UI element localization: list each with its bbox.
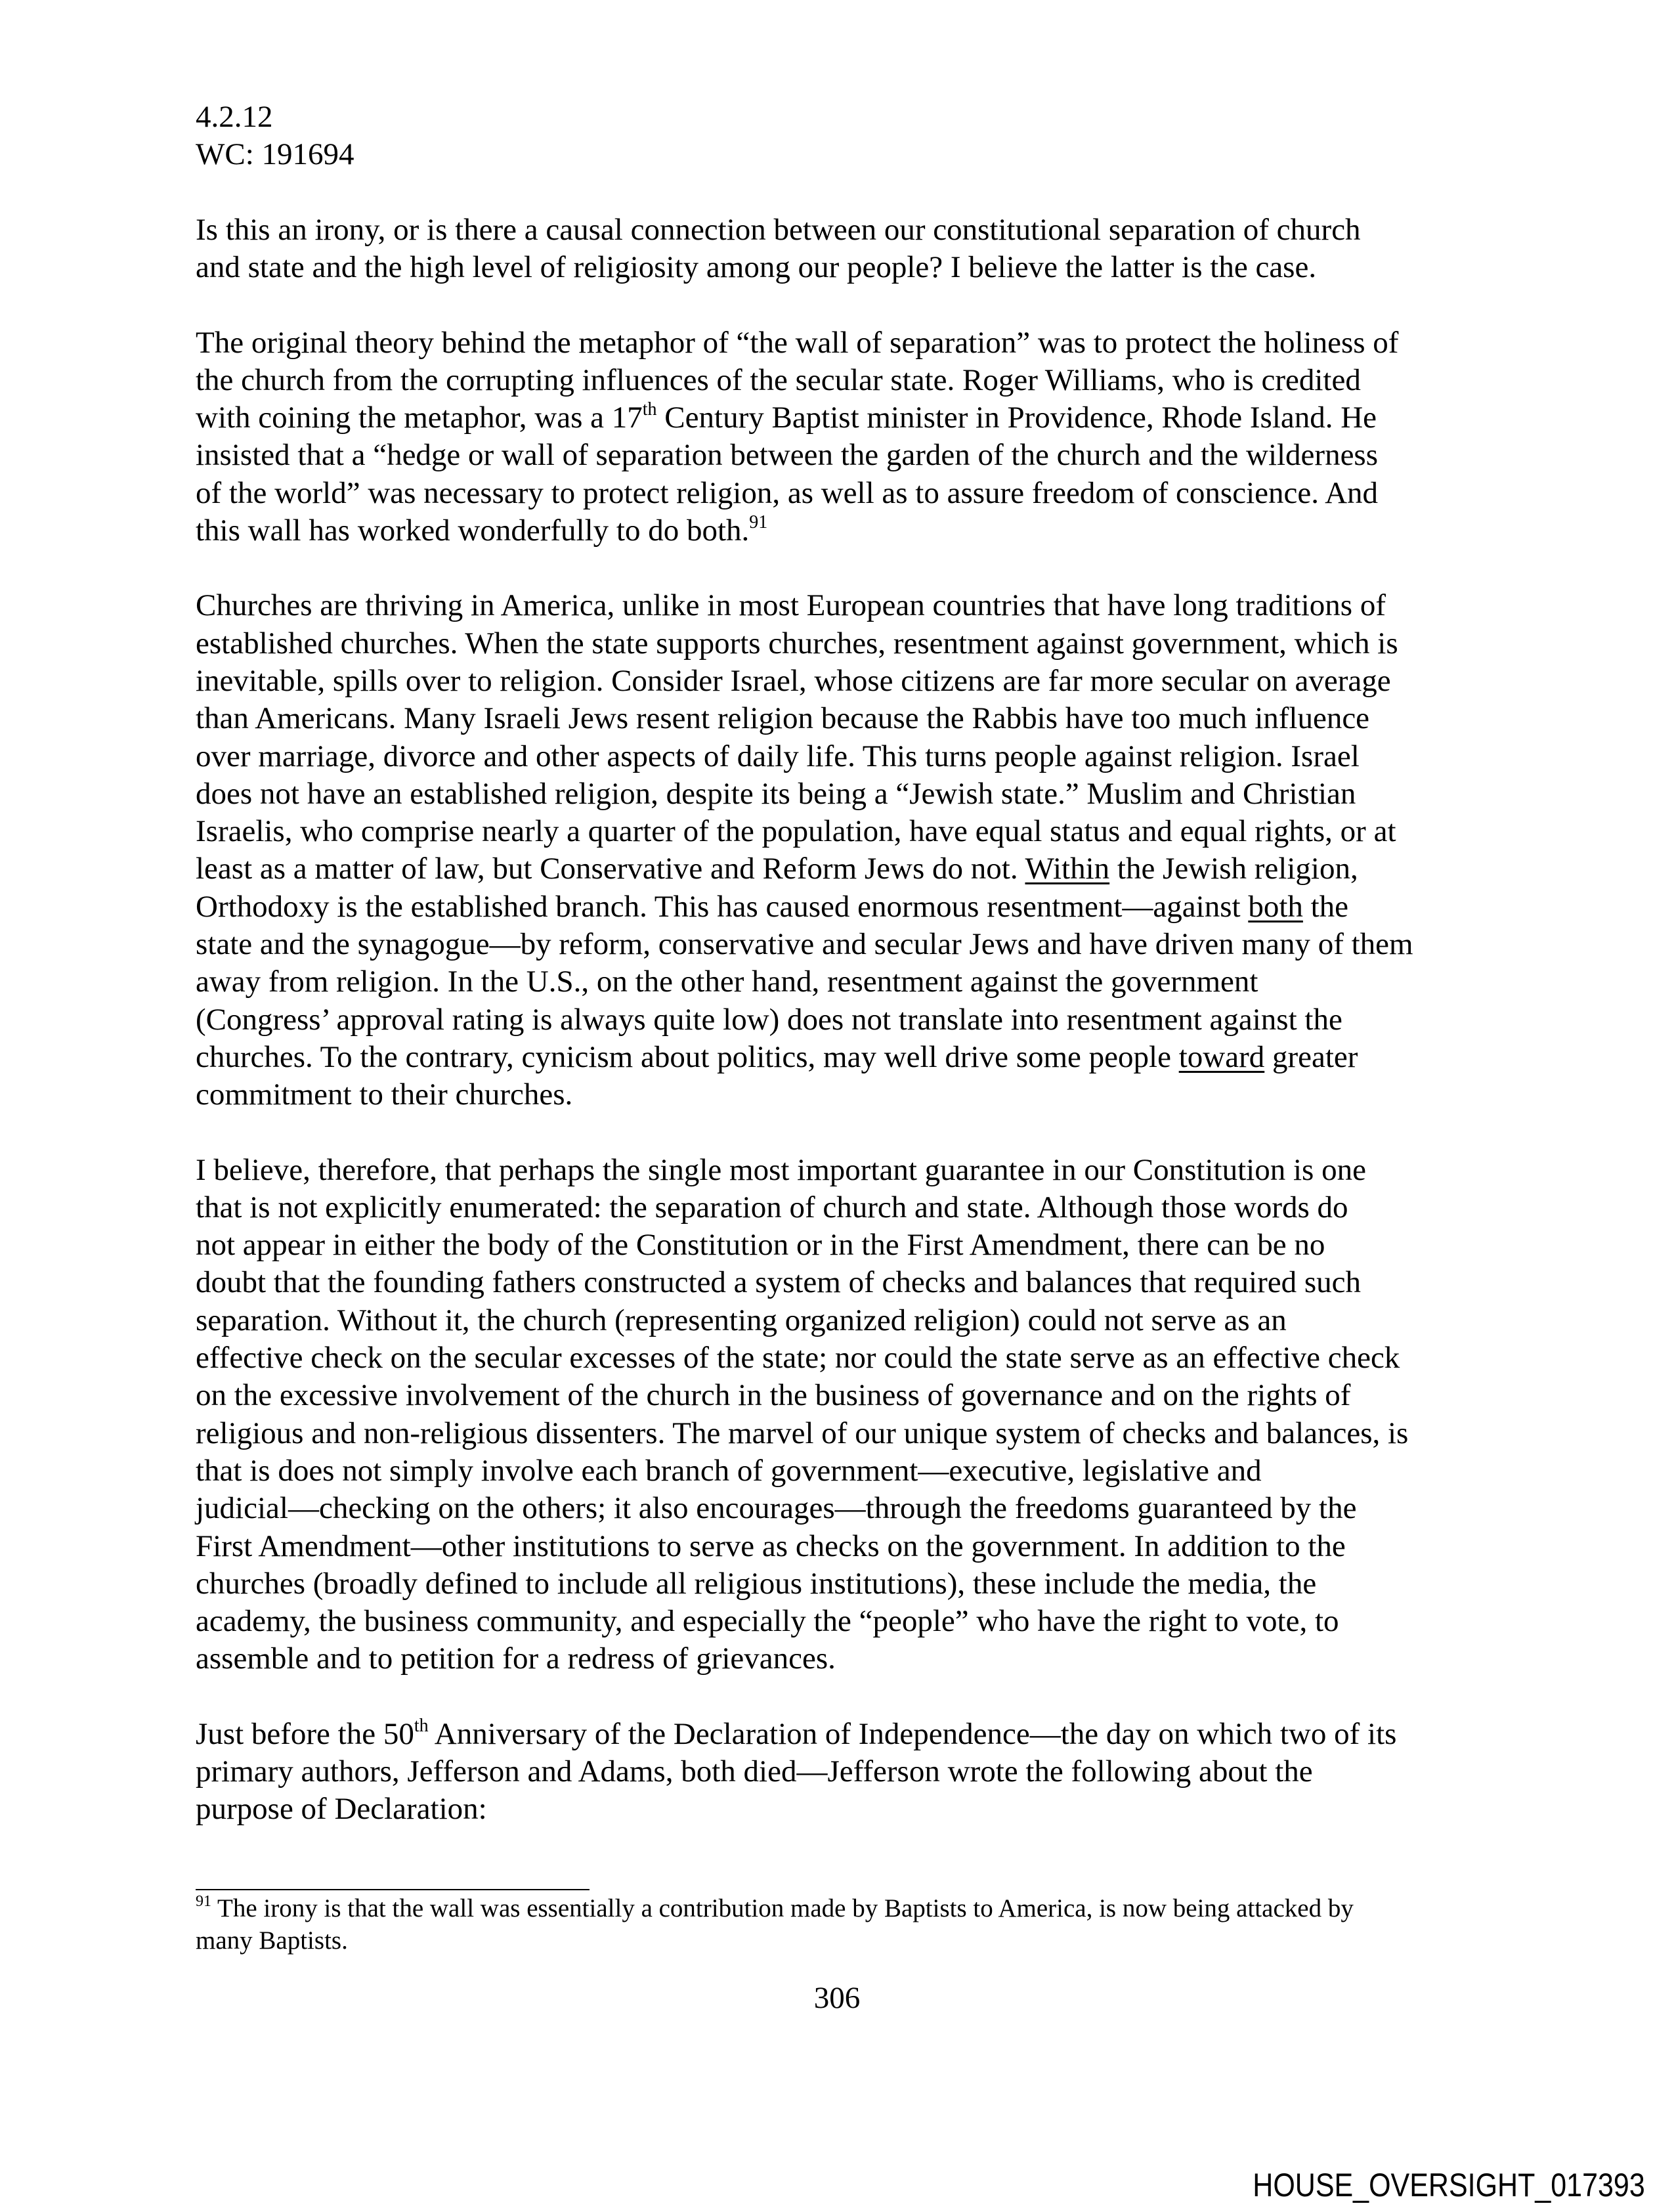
text-segment: Anniversary of the Declaration of Independence—the day on which two of its xyxy=(428,1716,1397,1751)
text-line: assemble and to petition for a redress of grievances. xyxy=(196,1641,836,1676)
text-line: academy, the business community, and especially the “people” who have the right to vote, to xyxy=(196,1604,1339,1639)
text-line: away from religion. In the U.S., on the other hand, resentment against the government xyxy=(196,965,1258,999)
paragraph-4 xyxy=(196,1152,1482,1678)
text-line: inevitable, spills over to religion. Consider Israel, whose citizens are far more secular on average xyxy=(196,663,1391,698)
footnote-reference: 91 xyxy=(749,512,768,533)
text-segment: the Jewish religion, xyxy=(1109,852,1358,886)
paragraph-gap xyxy=(196,550,1482,587)
page-number: 306 xyxy=(813,1981,861,2015)
word-count: WC: 191694 xyxy=(196,137,354,171)
paragraph-gap xyxy=(196,287,1482,324)
paragraph-1 xyxy=(196,211,1482,287)
text-line: doubt that the founding fathers constructed a system of checks and balances that required such xyxy=(196,1265,1361,1300)
text-line: and state and the high level of religiosity among our people? I believe the latter is the case. xyxy=(196,250,1317,285)
text-line: commitment to their churches. xyxy=(196,1077,573,1112)
underlined-emphasis: both xyxy=(1248,889,1303,924)
text-segment: the xyxy=(1302,889,1349,924)
text-line: (Congress’ approval rating is always quite low) does not translate into resentment against the xyxy=(196,1002,1342,1037)
paragraph-gap xyxy=(196,1114,1482,1152)
footnote-separator xyxy=(196,1889,590,1890)
text-line: does not have an established religion, despite its being a “Jewish state.” Muslim and Christian xyxy=(196,776,1356,811)
paragraph-2 xyxy=(196,324,1482,550)
text-line: insisted that a “hedge or wall of separation between the garden of the church and the wilderness xyxy=(196,438,1379,473)
underlined-emphasis: toward xyxy=(1178,1039,1265,1074)
text-line: religious and non-religious dissenters. The marvel of our unique system of checks and balances, is xyxy=(196,1416,1409,1450)
text-line: purpose of Declaration: xyxy=(196,1792,487,1827)
text-line: churches (broadly defined to include all religious institutions), these include the media, the xyxy=(196,1566,1317,1601)
paragraph-list xyxy=(196,211,1482,1829)
text-line xyxy=(196,1716,1482,1753)
text-line: not appear in either the body of the Constitution or in the First Amendment, there can be no xyxy=(196,1228,1325,1263)
footnote-91 xyxy=(196,1892,1482,1957)
text-segment: least as a matter of law, but Conservative and Reform Jews do not. xyxy=(196,852,1025,886)
text-line: that is not explicitly enumerated: the separation of church and state. Although those words do xyxy=(196,1190,1348,1225)
footnote-line: many Baptists. xyxy=(196,1926,348,1955)
text-line xyxy=(196,512,1482,550)
text-segment: this wall has worked wonderfully to do both. xyxy=(196,513,750,548)
text-segment: greater xyxy=(1264,1039,1358,1074)
text-line: First Amendment—other institutions to serve as checks on the government. In addition to the xyxy=(196,1529,1346,1563)
text-line xyxy=(196,399,1482,437)
footnote-number: 91 xyxy=(196,1893,211,1910)
bates-stamp: HOUSE_OVERSIGHT_017393 xyxy=(1253,2167,1645,2203)
text-segment: Century Baptist minister in Providence, Rhode Island. He xyxy=(656,401,1377,435)
text-line: judicial—checking on the others; it also encourages—through the freedoms guaranteed by the xyxy=(196,1491,1357,1526)
text-line: Churches are thriving in America, unlike in most European countries that have long traditions of xyxy=(196,588,1386,623)
text-line: Israelis, who comprise nearly a quarter of the population, have equal status and equal rights, or at xyxy=(196,814,1396,849)
text-line: effective check on the secular excesses of the state; nor could the state serve as an effective check xyxy=(196,1341,1400,1376)
text-line: over marriage, divorce and other aspects of daily life. This turns people against religion. Israel xyxy=(196,739,1360,773)
text-line xyxy=(196,1039,1482,1076)
text-line: Is this an irony, or is there a causal connection between our constitutional separation of church xyxy=(196,213,1361,247)
paragraph-gap xyxy=(196,1678,1482,1716)
text-line: the church from the corrupting influences of the secular state. Roger Williams, who is credited xyxy=(196,362,1361,397)
spacer xyxy=(196,173,1482,211)
text-segment: churches. To the contrary, cynicism about politics, may well drive some people xyxy=(196,1039,1179,1074)
text-segment: Orthodoxy is the established branch. This has caused enormous resentment—against xyxy=(196,889,1249,924)
text-line: that is does not simply involve each branch of government—executive, legislative and xyxy=(196,1453,1262,1488)
paragraph-5 xyxy=(196,1716,1482,1829)
superscript: th xyxy=(414,1715,429,1736)
text-segment: Just before the 50 xyxy=(196,1716,414,1751)
underlined-emphasis: Within xyxy=(1025,852,1110,886)
text-line: than Americans. Many Israeli Jews resent religion because the Rabbis have too much influence xyxy=(196,701,1370,736)
text-line: established churches. When the state supports churches, resentment against government, which is xyxy=(196,626,1398,661)
text-segment: with coining the metaphor, was a 17 xyxy=(196,401,643,435)
document-date: 4.2.12 xyxy=(196,100,273,134)
footnote-line xyxy=(196,1892,1482,1924)
text-line xyxy=(196,888,1482,926)
text-line: I believe, therefore, that perhaps the single most important guarantee in our Constitution is one xyxy=(196,1152,1366,1187)
text-line: on the excessive involvement of the church in the business of governance and on the rights of xyxy=(196,1378,1351,1413)
text-line: of the world” was necessary to protect religion, as well as to assure freedom of conscience. And xyxy=(196,475,1379,510)
text-line: The original theory behind the metaphor of “the wall of separation” was to protect the holiness of xyxy=(196,325,1399,360)
text-line xyxy=(196,850,1482,888)
paragraph-3 xyxy=(196,587,1482,1114)
superscript: th xyxy=(642,399,657,420)
footnote-text: The irony is that the wall was essentially a contribution made by Baptists to America, is now being attacked by xyxy=(211,1894,1354,1922)
text-line: separation. Without it, the church (representing organized religion) could not serve as an xyxy=(196,1303,1287,1337)
text-line: primary authors, Jefferson and Adams, both died—Jefferson wrote the following about the xyxy=(196,1754,1313,1789)
text-line: state and the synagogue—by reform, conservative and secular Jews and have driven many of them xyxy=(196,927,1413,962)
document-body xyxy=(196,98,1482,1829)
